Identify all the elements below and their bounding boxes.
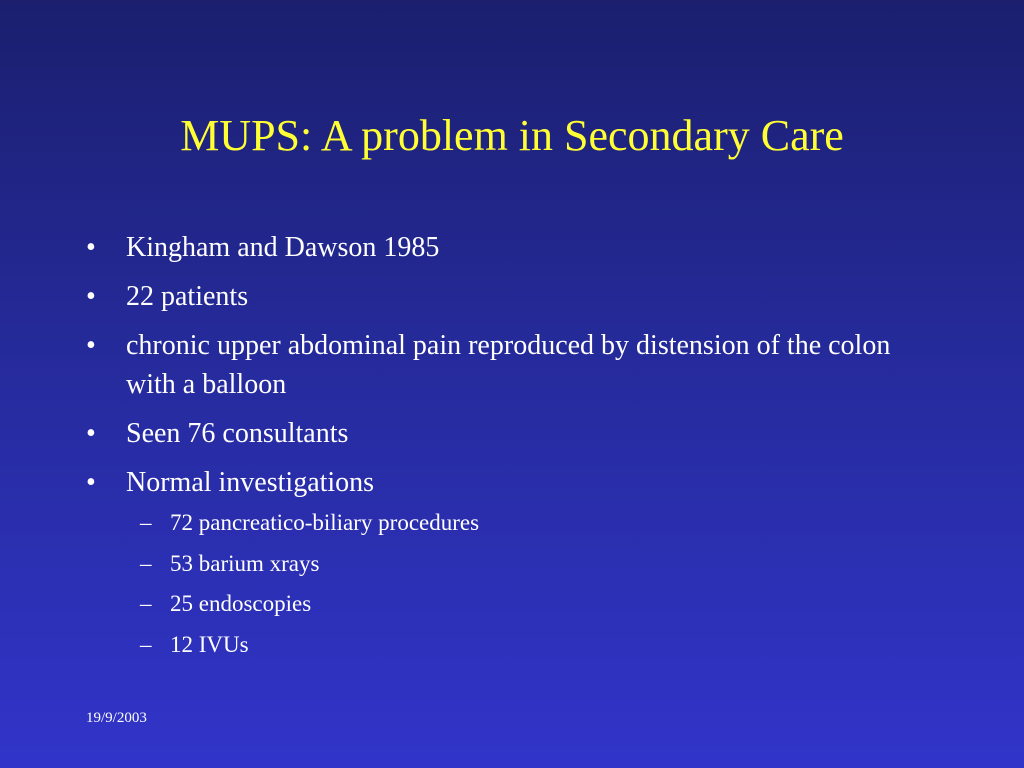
footer-date: 19/9/2003 (86, 710, 147, 726)
bullet-item (86, 414, 946, 453)
bullet-list (86, 228, 946, 670)
sub-bullet-marker: – (140, 631, 152, 657)
bullet-marker: • (86, 232, 96, 263)
sub-bullet-text: 12 IVUs (170, 631, 249, 657)
bullet-marker: • (86, 330, 96, 361)
sub-bullet-text: 25 endoscopies (170, 591, 312, 616)
bullet-item (86, 326, 946, 404)
sub-bullet-item (134, 589, 946, 619)
bullet-marker: • (86, 418, 96, 449)
bullet-item (86, 277, 946, 316)
sub-bullet-list (134, 508, 946, 660)
bullet-marker: • (86, 281, 96, 312)
sub-bullet-text: 72 pancreatico-biliary procedures (170, 510, 480, 535)
bullet-text: Kingham and Dawson 1985 (126, 232, 440, 263)
bullet-item (86, 463, 946, 660)
sub-bullet-marker: – (140, 550, 152, 576)
sub-bullet-item (134, 508, 946, 538)
bullet-text: Normal investigations (126, 467, 375, 498)
slide-title: MUPS: A problem in Secondary Care (180, 111, 844, 160)
sub-bullet-text: 53 barium xrays (170, 550, 320, 576)
sub-bullet-marker: – (140, 510, 152, 535)
bullet-item (86, 228, 946, 267)
bullet-text: Seen 76 consultants (126, 418, 349, 449)
sub-bullet-item (134, 549, 946, 579)
sub-bullet-item (134, 630, 946, 660)
bullet-text: 22 patients (126, 281, 249, 312)
bullet-marker: • (86, 467, 96, 498)
bullet-text: chronic upper abdominal pain reproduced by distension of the colon with a balloon (126, 330, 891, 400)
sub-bullet-marker: – (140, 591, 152, 616)
